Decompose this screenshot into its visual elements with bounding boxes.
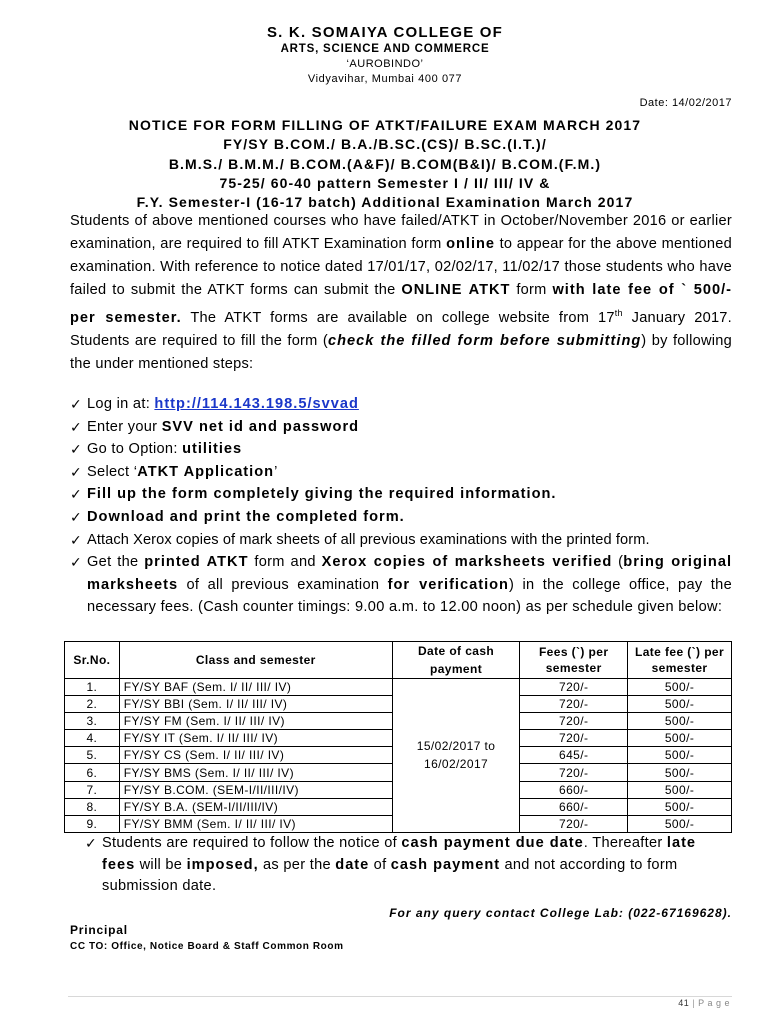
- step-bold: ATKT Application: [137, 463, 275, 480]
- step-text: Attach Xerox copies of mark sheets of all previous examinations with the printed form.: [87, 531, 650, 548]
- page-footer: [678, 998, 730, 1008]
- cell-late-fee: 500/-: [628, 679, 732, 696]
- step-text: of all previous examination: [178, 576, 388, 593]
- cell-sr: 4.: [65, 730, 120, 747]
- note-bold: imposed,: [186, 856, 259, 873]
- checkmark-icon: ✓: [85, 835, 98, 851]
- col-class-header: Class and semester: [119, 642, 392, 679]
- title-line: 75-25/ 60-40 pattern Semester I / II/ III/ IV &: [219, 174, 551, 191]
- note-text: will be: [135, 856, 187, 873]
- step-item: [70, 551, 732, 619]
- cell-cash-date: 15/02/2017 to 16/02/2017: [392, 679, 519, 833]
- title-line: B.M.S./ B.M.M./ B.COM.(A&F)/ B.COM(B&I)/ B.COM.(F.M.): [168, 155, 602, 172]
- step-bold: Xerox copies of marksheets verified: [321, 554, 613, 571]
- page-number: 41: [678, 998, 690, 1008]
- cell-class: FY/SY BAF (Sem. I/ II/ III/ IV): [119, 679, 392, 696]
- table-header-row: [65, 642, 732, 679]
- checkmark-icon: ✓: [70, 441, 83, 458]
- cell-fee: 720/-: [520, 764, 628, 781]
- note-bold: date: [335, 856, 370, 873]
- cell-late-fee: 500/-: [628, 764, 732, 781]
- step-text: Get the: [87, 554, 145, 571]
- title-line: F.Y. Semester-I (16-17 batch) Additional Examination March 2017: [136, 194, 634, 211]
- body-text: to appear for the above mentioned examination. With reference to notice dated 17/01/17, 02/02/17, 11/02/17 those students who have failed to submit the ATKT forms can submit the: [70, 236, 732, 298]
- cell-late-fee: 500/-: [628, 747, 732, 764]
- body-text: Students of above mentioned courses who have failed/ATKT in October/November 2016 or earlier examination, are required to fill ATKT Examination form: [70, 213, 732, 252]
- cell-sr: 2.: [65, 696, 120, 713]
- cell-sr: 3.: [65, 713, 120, 730]
- step-bold: for verification: [387, 576, 509, 593]
- body-sup: th: [614, 308, 623, 318]
- payment-note: [85, 833, 731, 898]
- step-text: Go to Option:: [87, 441, 183, 458]
- body-text: ) by following the under mentioned steps:: [70, 332, 732, 372]
- cell-fee: 660/-: [520, 781, 628, 798]
- body-text: form: [510, 282, 553, 298]
- notice-date: Date: 14/02/2017: [639, 97, 732, 109]
- title-line: FY/SY B.COM./ B.A./B.SC.(CS)/ B.SC.(I.T.)/: [223, 136, 547, 153]
- cell-fee: 720/-: [520, 730, 628, 747]
- checkmark-icon: ✓: [70, 463, 83, 480]
- col-fees-header: Fees (`) per semester: [520, 642, 628, 679]
- cell-late-fee: 500/-: [628, 798, 732, 815]
- cell-class: FY/SY B.COM. (SEM-I/II/III/IV): [119, 781, 392, 798]
- step-item: [70, 438, 732, 461]
- cell-sr: 9.: [65, 815, 120, 832]
- step-text: ) in the college office, pay the necessary fees. (Cash counter timings: 9.00 a.m. to 12.00 noon) as per schedule given below:: [87, 576, 732, 616]
- note-text: as per the: [258, 856, 336, 873]
- checkmark-icon: ✓: [70, 396, 83, 412]
- cell-fee: 720/-: [520, 815, 628, 832]
- notice-titles: [40, 116, 730, 212]
- step-text: Enter your: [87, 418, 162, 435]
- note-text: . Thereafter: [583, 835, 667, 851]
- step-item: [70, 529, 732, 552]
- col-sr-header: Sr.No.: [65, 642, 120, 679]
- cell-sr: 8.: [65, 798, 120, 815]
- step-item: [70, 461, 732, 484]
- step-bold: printed ATKT: [144, 554, 249, 571]
- cell-sr: 7.: [65, 781, 120, 798]
- cell-late-fee: 500/-: [628, 696, 732, 713]
- step-text: form and: [248, 554, 322, 571]
- step-bold: Download and print the completed form.: [87, 508, 405, 525]
- cell-class: FY/SY BBI (Sem. I/ II/ III/ IV): [119, 696, 392, 713]
- cell-fee: 660/-: [520, 798, 628, 815]
- cell-late-fee: 500/-: [628, 815, 732, 832]
- college-subtitle: ARTS, SCIENCE AND COMMERCE: [280, 43, 490, 55]
- checkmark-icon: ✓: [70, 486, 83, 503]
- checkmark-icon: ✓: [70, 554, 83, 571]
- step-item: [70, 506, 732, 529]
- step-bold: Fill up the form completely giving the required information.: [87, 486, 557, 503]
- cell-fee: 720/-: [520, 713, 628, 730]
- steps-list: [70, 393, 732, 619]
- cell-late-fee: 500/-: [628, 730, 732, 747]
- cell-class: FY/SY CS (Sem. I/ II/ III/ IV): [119, 747, 392, 764]
- notice-body: [70, 210, 732, 376]
- cell-fee: 645/-: [520, 747, 628, 764]
- note-bold: late fees: [102, 835, 697, 873]
- cell-sr: 6.: [65, 764, 120, 781]
- body-bold: with late fee of ` 500/- per semester.: [70, 282, 733, 326]
- step-text: Select ‘: [87, 463, 138, 480]
- cell-sr: 5.: [65, 747, 120, 764]
- col-latefee-header: Late fee (`) per semester: [628, 642, 732, 679]
- step-bold: SVV net id and password: [161, 418, 360, 435]
- note-text: of: [369, 856, 391, 873]
- checkmark-icon: ✓: [70, 531, 83, 548]
- step-bold: utilities: [182, 441, 243, 458]
- step-text: (: [612, 554, 624, 571]
- cc-list: CC TO: Office, Notice Board & Staff Common Room: [70, 941, 344, 952]
- body-bold: online: [446, 236, 496, 252]
- step-bold: bring original marksheets: [87, 554, 732, 593]
- cell-late-fee: 500/-: [628, 713, 732, 730]
- body-text: The ATKT forms are available on college website from 17: [181, 309, 615, 326]
- note-bold: cash payment due date: [401, 835, 584, 851]
- note-text: Students are required to follow the notice of: [102, 835, 402, 851]
- cell-fee: 720/-: [520, 679, 628, 696]
- college-address: Vidyavihar, Mumbai 400 077: [307, 73, 463, 85]
- footer-divider: [68, 996, 732, 997]
- step-item: [70, 416, 732, 439]
- cell-fee: 720/-: [520, 696, 628, 713]
- cell-class: FY/SY IT (Sem. I/ II/ III/ IV): [119, 730, 392, 747]
- body-text: January 2017. Students are required to fill the form (: [70, 309, 732, 349]
- query-contact: For any query contact College Lab: (022-67169628).: [389, 906, 732, 920]
- page-word: P a g e: [698, 998, 730, 1008]
- college-name: S. K. SOMAIYA COLLEGE OF: [266, 24, 504, 41]
- cell-class: FY/SY BMS (Sem. I/ II/ III/ IV): [119, 764, 392, 781]
- signatory: Principal: [70, 923, 128, 937]
- step-text: Log in at:: [87, 396, 155, 412]
- body-bold-italic: check the filled form before submitting: [328, 332, 642, 349]
- step-item: [70, 483, 732, 506]
- login-link[interactable]: http://114.143.198.5/svvad: [154, 396, 359, 412]
- body-bold: ONLINE ATKT: [401, 282, 511, 298]
- step-item: [70, 393, 732, 416]
- col-date-header: Date of cash payment: [392, 642, 519, 679]
- step-text: ’: [274, 463, 278, 480]
- footer-separator: |: [692, 998, 696, 1008]
- cell-class: FY/SY BMM (Sem. I/ II/ III/ IV): [119, 815, 392, 832]
- note-text: and not according to form submission date.: [102, 856, 678, 894]
- table-row: [65, 679, 732, 696]
- cell-sr: 1.: [65, 679, 120, 696]
- cell-class: FY/SY B.A. (SEM-I/II/III/IV): [119, 798, 392, 815]
- college-aurobindo: ‘AUROBINDO’: [346, 58, 424, 70]
- fee-table: [64, 641, 732, 833]
- cell-late-fee: 500/-: [628, 781, 732, 798]
- checkmark-icon: ✓: [70, 508, 83, 525]
- note-bold: cash payment: [390, 856, 501, 873]
- notice-title: NOTICE FOR FORM FILLING OF ATKT/FAILURE EXAM MARCH 2017: [128, 117, 642, 133]
- cell-class: FY/SY FM (Sem. I/ II/ III/ IV): [119, 713, 392, 730]
- checkmark-icon: ✓: [70, 418, 83, 435]
